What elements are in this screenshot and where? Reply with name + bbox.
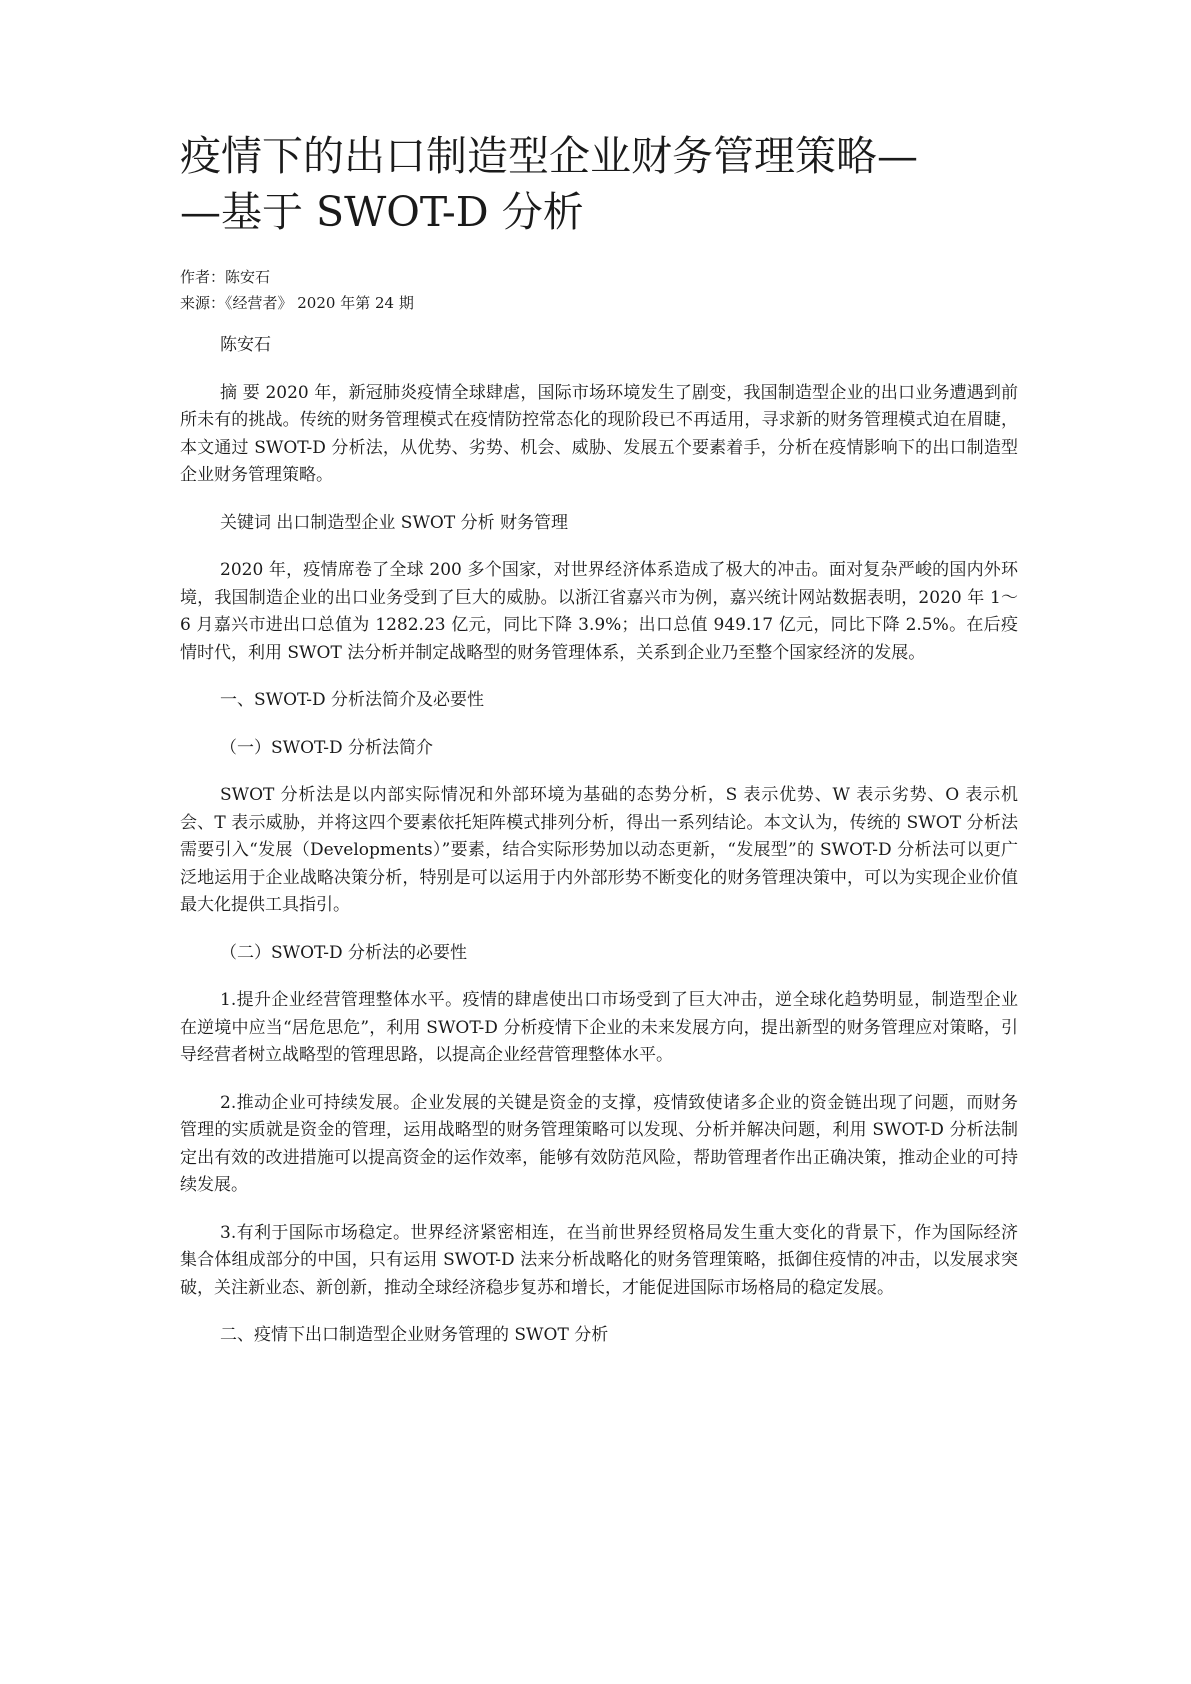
point-2-paragraph: 2.推动企业可持续发展。企业发展的关键是资金的支撑，疫情致使诸多企业的资金链出现了问题，而财务管理的实质就是资金的管理，运用战略型的财务管理策略可以发现、分析并解决问题，利用 SWOT-D 分析法制定出有效的改进措施可以提高资金的运作效率，能够有效防范风险，帮助管理者作出正确决策，推动企业的可持续发展。 xyxy=(180,1092,1018,1195)
intro-paragraph: 2020 年，疫情席卷了全球 200 多个国家，对世界经济体系造成了极大的冲击。面对复杂严峻的国内外环境，我国制造企业的出口业务受到了巨大的威胁。以浙江省嘉兴市为例，嘉兴统计网站数据表明，2020 年 1～6 月嘉兴市进出口总值为 1282.23 亿元，同比下降 3.9%；出口总值 949.17 亿元，同比下降 2.5%。在后疫情时代，利用 SWOT 法分析并制定战略型的财务管理体系，关系到企业乃至整个国家经济的发展。 xyxy=(180,560,1018,663)
title-line-2: —基于 SWOT-D 分析 xyxy=(180,188,584,236)
source-line: 来源：《经营者》 2020 年第 24 期 xyxy=(180,294,414,312)
section-1-1-paragraph: SWOT 分析法是以内部实际情况和外部环境为基础的态势分析，S 表示优势、W 表示劣势、O 表示机会、T 表示威胁，并将这四个要素依托矩阵模式排列分析，得出一系列结论。本文认为，传统的 SWOT 分析法需要引入“发展（Developments）”要素，结合实际形势加以动态更新，“发展型”的 SWOT-D 分析法可以更广泛地运用于企业战略决策分析，特别是可以运用于内外部形势不断变化的财务管理决策中，可以为实现企业价值最大化提供工具指引。 xyxy=(180,785,1018,915)
author-line: 作者：陈安石 xyxy=(180,268,271,286)
point-1-paragraph: 1.提升企业经营管理整体水平。疫情的肆虐使出口市场受到了巨大冲击，逆全球化趋势明显，制造型企业在逆境中应当“居危思危”，利用 SWOT-D 分析疫情下企业的未来发展方向，提出新型的财务管理应对策略，引导经营者树立战略型的管理思路，以提高企业经营管理整体水平。 xyxy=(180,990,1018,1065)
point-3-paragraph: 3.有利于国际市场稳定。世界经济紧密相连，在当前世界经贸格局发生重大变化的背景下，作为国际经济集合体组成部分的中国，只有运用 SWOT-D 法来分析战略化的财务管理策略，抵御住疫情的冲击，以发展求突破，关注新业态、新创新，推动全球经济稳步复苏和增长，才能促进国际市场格局的稳定发展。 xyxy=(180,1222,1018,1298)
document-meta xyxy=(180,264,1018,316)
section-1-heading: 一、SWOT-D 分析法简介及必要性 xyxy=(220,690,484,710)
document-page xyxy=(180,128,1018,1370)
abstract-paragraph: 摘 要 2020 年，新冠肺炎疫情全球肆虐，国际市场环境发生了剧变，我国制造型企业的出口业务遭遇到前所未有的挑战。传统的财务管理模式在疫情防控常态化的现阶段已不再适用，寻求新的财务管理模式迫在眉睫，本文通过 SWOT-D 分析法，从优势、劣势、机会、威胁、发展五个要素着手，分析在疫情影响下的出口制造型企业财务管理策略。 xyxy=(180,382,1018,485)
section-2-heading: 二、疫情下出口制造型企业财务管理的 SWOT 分析 xyxy=(220,1325,609,1345)
keywords-paragraph: 关键词 出口制造型企业 SWOT 分析 财务管理 xyxy=(220,512,569,533)
section-1-1-heading: （一）SWOT-D 分析法简介 xyxy=(220,737,433,758)
title-line-1: 疫情下的出口制造型企业财务管理策略— xyxy=(180,132,918,180)
document-title xyxy=(180,128,1018,240)
body-author: 陈安石 xyxy=(220,335,271,355)
section-1-2-heading: （二）SWOT-D 分析法的必要性 xyxy=(220,942,467,963)
